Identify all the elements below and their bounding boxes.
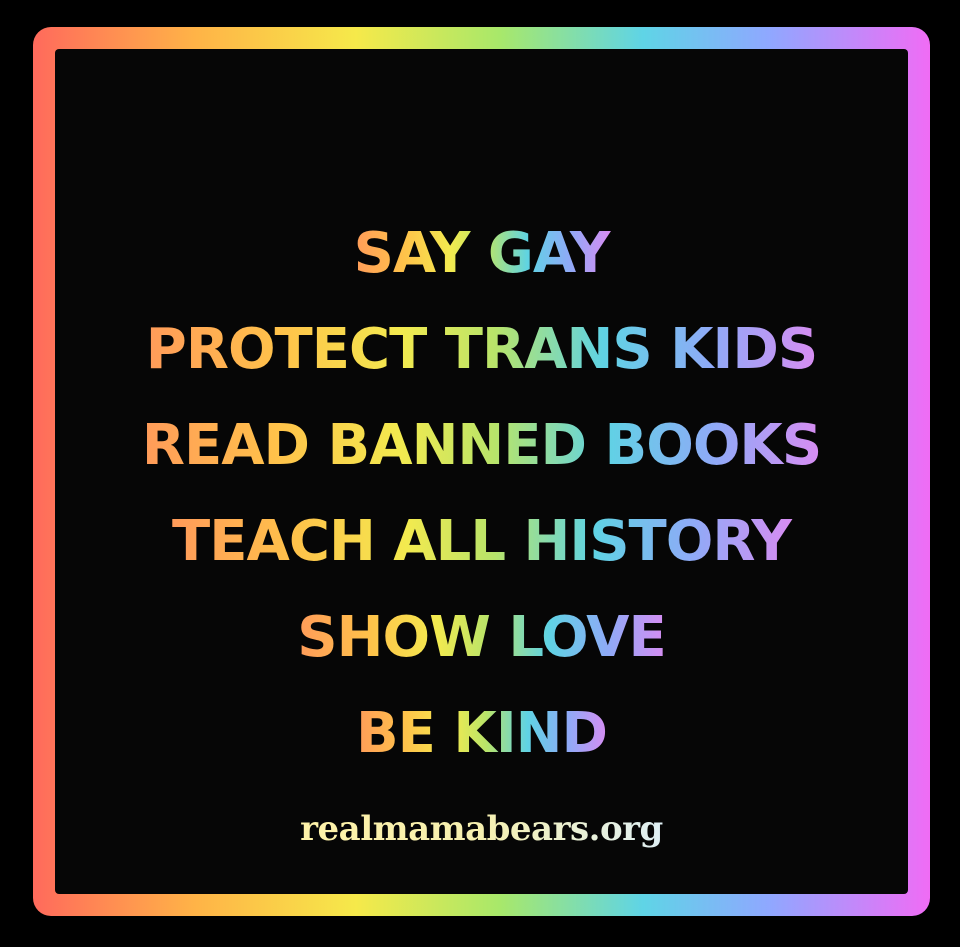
poster-panel	[55, 49, 908, 894]
slogan-say-gay	[55, 206, 908, 302]
slogan-text: PROTECT TRANS KIDS	[144, 302, 819, 398]
rainbow-border-frame	[33, 27, 930, 916]
slogan-read-banned-books	[55, 398, 908, 494]
slogan-text: READ BANNED BOOKS	[140, 398, 823, 494]
slogan-list	[55, 206, 908, 782]
slogan-text: SHOW LOVE	[295, 590, 667, 686]
website-text: realmamabears.org	[300, 809, 663, 849]
website-url	[55, 809, 908, 849]
slogan-protect-trans-kids	[55, 302, 908, 398]
slogan-teach-all-history	[55, 494, 908, 590]
slogan-text: SAY GAY	[352, 206, 612, 302]
slogan-text: BE KIND	[354, 686, 609, 782]
slogan-be-kind	[55, 686, 908, 782]
slogan-text: TEACH ALL HISTORY	[170, 494, 793, 590]
slogan-show-love	[55, 590, 908, 686]
